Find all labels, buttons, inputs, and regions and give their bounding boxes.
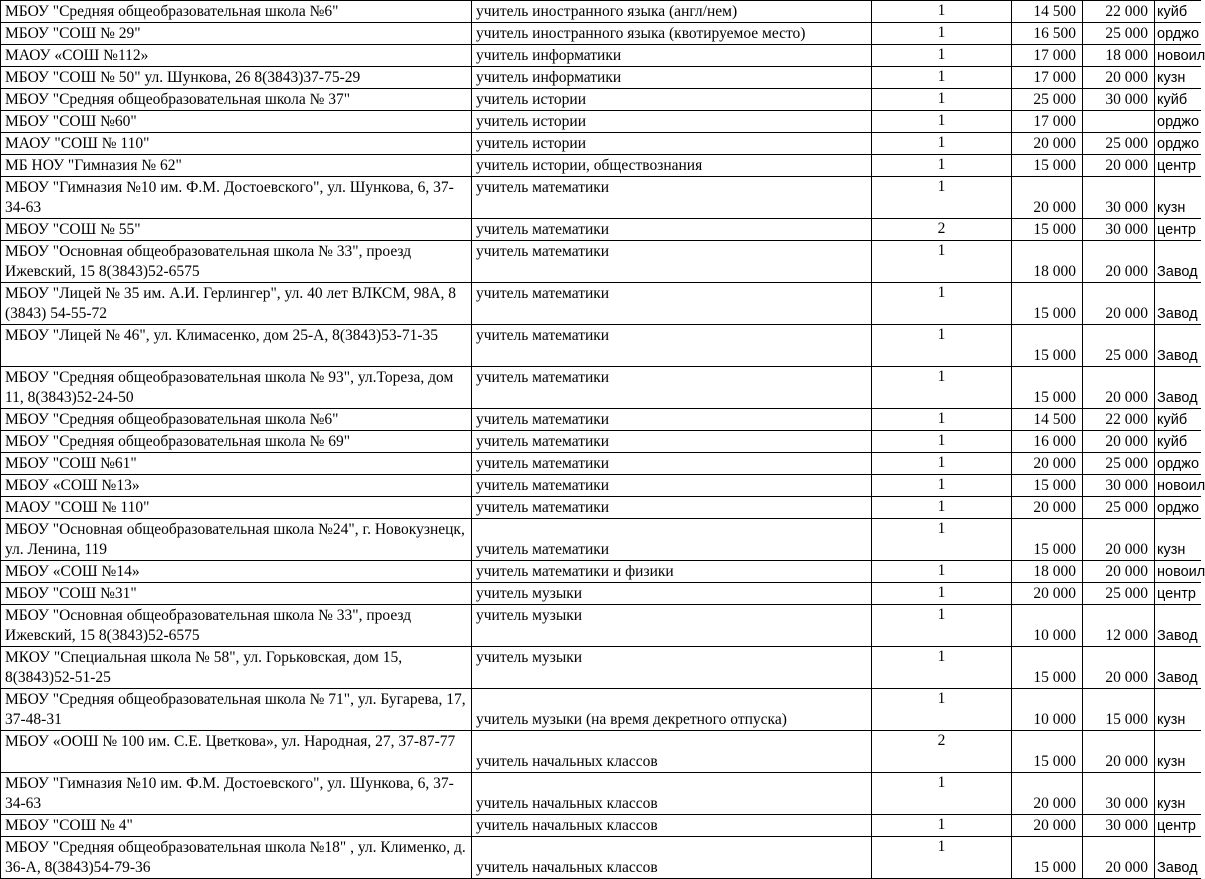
vacancy-count-cell: 1: [872, 241, 1012, 283]
organization-cell: МБОУ "Основная общеобразовательная школа № 33", проезд Ижевский, 15 8(3843)52-6575: [1, 241, 472, 283]
table-row: [1, 367, 1201, 409]
salary-max-cell: 25 000: [1083, 453, 1155, 475]
position-cell: учитель математики: [472, 431, 872, 453]
table-row: [1, 773, 1201, 815]
salary-max-cell: 20 000: [1083, 283, 1155, 325]
salary-max-cell: 30 000: [1083, 475, 1155, 497]
position-cell: учитель математики и физики: [472, 561, 872, 583]
table-row: [1, 583, 1201, 605]
salary-min-cell: 20 000: [1012, 177, 1083, 219]
organization-cell: МБОУ "Средняя общеобразовательная школа №6": [1, 409, 472, 431]
vacancy-count-cell: 1: [872, 67, 1012, 89]
salary-min-cell: 20 000: [1012, 453, 1083, 475]
salary-min-cell: 16 000: [1012, 431, 1083, 453]
position-cell: учитель математики: [472, 325, 872, 367]
salary-min-cell: 18 000: [1012, 561, 1083, 583]
position-cell: учитель математики: [472, 241, 872, 283]
table-row: [1, 45, 1201, 67]
district-cell: орджо: [1155, 133, 1201, 155]
table-row: [1, 155, 1201, 177]
district-cell: новоил: [1155, 475, 1201, 497]
salary-max-cell: 25 000: [1083, 497, 1155, 519]
salary-min-cell: 18 000: [1012, 241, 1083, 283]
vacancy-count-cell: 1: [872, 409, 1012, 431]
vacancy-count-cell: 2: [872, 219, 1012, 241]
salary-min-cell: 17 000: [1012, 67, 1083, 89]
position-cell: учитель истории: [472, 111, 872, 133]
vacancy-count-cell: 1: [872, 431, 1012, 453]
vacancy-count-cell: 1: [872, 773, 1012, 815]
salary-min-cell: 17 000: [1012, 111, 1083, 133]
district-cell: Завод: [1155, 325, 1201, 367]
salary-min-cell: 16 500: [1012, 23, 1083, 45]
table-row: [1, 497, 1201, 519]
vacancy-count-cell: 1: [872, 283, 1012, 325]
vacancy-count-cell: 1: [872, 177, 1012, 219]
district-cell: кузн: [1155, 731, 1201, 773]
organization-cell: МБОУ "СОШ № 29": [1, 23, 472, 45]
salary-max-cell: 15 000: [1083, 689, 1155, 731]
salary-max-cell: 30 000: [1083, 815, 1155, 837]
table-row: [1, 23, 1201, 45]
organization-cell: МБОУ "Средняя общеобразовательная школа № 93", ул.Тореза, дом 11, 8(3843)52-24-50: [1, 367, 472, 409]
table-row: [1, 241, 1201, 283]
organization-cell: МБОУ "Средняя общеобразовательная школа № 69": [1, 431, 472, 453]
district-cell: Завод: [1155, 367, 1201, 409]
table-row: [1, 133, 1201, 155]
table-row: [1, 605, 1201, 647]
salary-min-cell: 15 000: [1012, 219, 1083, 241]
salary-max-cell: 25 000: [1083, 325, 1155, 367]
position-cell: учитель иностранного языка (квотируемое место): [472, 23, 872, 45]
salary-max-cell: 20 000: [1083, 731, 1155, 773]
salary-max-cell: 20 000: [1083, 67, 1155, 89]
organization-cell: МБОУ "Основная общеобразовательная школа №24", г. Новокузнецк, ул. Ленина, 119: [1, 519, 472, 561]
district-cell: кузн: [1155, 177, 1201, 219]
salary-max-cell: 25 000: [1083, 133, 1155, 155]
organization-cell: МБОУ «ООШ № 100 им. С.Е. Цветкова», ул. Народная, 27, 37-87-77: [1, 731, 472, 773]
table-row: [1, 731, 1201, 773]
salary-min-cell: 10 000: [1012, 605, 1083, 647]
organization-cell: МБОУ "Средняя общеобразовательная школа №6": [1, 1, 472, 23]
organization-cell: МБОУ "СОШ №31": [1, 583, 472, 605]
salary-max-cell: 30 000: [1083, 773, 1155, 815]
salary-max-cell: 12 000: [1083, 605, 1155, 647]
district-cell: Завод: [1155, 283, 1201, 325]
table-row: [1, 561, 1201, 583]
table-row: [1, 283, 1201, 325]
table-row: [1, 453, 1201, 475]
salary-min-cell: 15 000: [1012, 155, 1083, 177]
vacancy-count-cell: 1: [872, 837, 1012, 879]
salary-min-cell: 15 000: [1012, 519, 1083, 561]
organization-cell: МБОУ "СОШ №61": [1, 453, 472, 475]
vacancy-count-cell: 1: [872, 133, 1012, 155]
organization-cell: МАОУ "СОШ № 110": [1, 133, 472, 155]
salary-min-cell: 15 000: [1012, 731, 1083, 773]
district-cell: центр: [1155, 219, 1201, 241]
position-cell: учитель музыки (на время декретного отпуска): [472, 689, 872, 731]
position-cell: учитель математики: [472, 409, 872, 431]
position-cell: учитель математики: [472, 519, 872, 561]
organization-cell: МАОУ «СОШ №112»: [1, 45, 472, 67]
salary-max-cell: 20 000: [1083, 519, 1155, 561]
table-row: [1, 519, 1201, 561]
table-row: [1, 89, 1201, 111]
salary-max-cell: 20 000: [1083, 367, 1155, 409]
salary-max-cell: 22 000: [1083, 409, 1155, 431]
position-cell: учитель музыки: [472, 583, 872, 605]
table-row: [1, 67, 1201, 89]
organization-cell: МБОУ "Лицей № 35 им. А.И. Герлингер", ул. 40 лет ВЛКСМ, 98А, 8 (3843) 54-55-72: [1, 283, 472, 325]
position-cell: учитель математики: [472, 453, 872, 475]
table-row: [1, 647, 1201, 689]
salary-min-cell: 14 500: [1012, 409, 1083, 431]
salary-min-cell: 14 500: [1012, 1, 1083, 23]
table-row: [1, 325, 1201, 367]
vacancy-count-cell: 1: [872, 583, 1012, 605]
vacancy-count-cell: 1: [872, 367, 1012, 409]
district-cell: кузн: [1155, 689, 1201, 731]
district-cell: новоил: [1155, 561, 1201, 583]
district-cell: новоил: [1155, 45, 1201, 67]
vacancy-count-cell: 1: [872, 325, 1012, 367]
organization-cell: МБОУ "СОШ № 55": [1, 219, 472, 241]
table-row: [1, 409, 1201, 431]
salary-min-cell: 10 000: [1012, 689, 1083, 731]
vacancy-count-cell: 1: [872, 605, 1012, 647]
district-cell: Завод: [1155, 605, 1201, 647]
salary-min-cell: 15 000: [1012, 647, 1083, 689]
vacancy-count-cell: 1: [872, 45, 1012, 67]
salary-min-cell: 15 000: [1012, 283, 1083, 325]
position-cell: учитель музыки: [472, 605, 872, 647]
salary-max-cell: 30 000: [1083, 89, 1155, 111]
position-cell: учитель начальных классов: [472, 731, 872, 773]
table-row: [1, 815, 1201, 837]
salary-min-cell: 20 000: [1012, 133, 1083, 155]
vacancy-count-cell: 1: [872, 155, 1012, 177]
salary-min-cell: 15 000: [1012, 367, 1083, 409]
position-cell: учитель информатики: [472, 45, 872, 67]
district-cell: кузн: [1155, 67, 1201, 89]
organization-cell: МБОУ «СОШ №13»: [1, 475, 472, 497]
vacancy-count-cell: 2: [872, 731, 1012, 773]
position-cell: учитель информатики: [472, 67, 872, 89]
salary-min-cell: 25 000: [1012, 89, 1083, 111]
salary-min-cell: 15 000: [1012, 475, 1083, 497]
salary-max-cell: [1083, 111, 1155, 133]
district-cell: орджо: [1155, 453, 1201, 475]
district-cell: центр: [1155, 155, 1201, 177]
table-row: [1, 219, 1201, 241]
salary-max-cell: 30 000: [1083, 219, 1155, 241]
organization-cell: МБОУ "СОШ № 50" ул. Шункова, 26 8(3843)37-75-29: [1, 67, 472, 89]
vacancy-count-cell: 1: [872, 89, 1012, 111]
position-cell: учитель начальных классов: [472, 815, 872, 837]
district-cell: куйб: [1155, 89, 1201, 111]
table-row: [1, 177, 1201, 219]
salary-min-cell: 20 000: [1012, 583, 1083, 605]
position-cell: учитель математики: [472, 497, 872, 519]
organization-cell: МБОУ "Средняя общеобразовательная школа № 71", ул. Бугарева, 17, 37-48-31: [1, 689, 472, 731]
vacancy-count-cell: 1: [872, 111, 1012, 133]
salary-min-cell: 17 000: [1012, 45, 1083, 67]
district-cell: Завод: [1155, 647, 1201, 689]
salary-max-cell: 20 000: [1083, 431, 1155, 453]
district-cell: Завод: [1155, 241, 1201, 283]
table-row: [1, 837, 1201, 879]
salary-min-cell: 20 000: [1012, 497, 1083, 519]
organization-cell: МБОУ "СОШ №60": [1, 111, 472, 133]
table-row: [1, 431, 1201, 453]
vacancy-count-cell: 1: [872, 23, 1012, 45]
district-cell: кузн: [1155, 773, 1201, 815]
position-cell: учитель начальных классов: [472, 837, 872, 879]
position-cell: учитель истории: [472, 89, 872, 111]
vacancy-count-cell: 1: [872, 815, 1012, 837]
position-cell: учитель математики: [472, 177, 872, 219]
vacancy-table-body: [1, 1, 1205, 879]
position-cell: учитель истории, обществознания: [472, 155, 872, 177]
position-cell: учитель музыки: [472, 647, 872, 689]
district-cell: кузн: [1155, 519, 1201, 561]
district-cell: орджо: [1155, 111, 1201, 133]
district-cell: куйб: [1155, 431, 1201, 453]
organization-cell: МБОУ "Средняя общеобразовательная школа №18" , ул. Клименко, д. 36-А, 8(3843)54-79-36: [1, 837, 472, 879]
salary-min-cell: 15 000: [1012, 325, 1083, 367]
salary-max-cell: 20 000: [1083, 647, 1155, 689]
vacancy-count-cell: 1: [872, 453, 1012, 475]
vacancy-count-cell: 1: [872, 561, 1012, 583]
position-cell: учитель математики: [472, 283, 872, 325]
district-cell: орджо: [1155, 23, 1201, 45]
organization-cell: МАОУ "СОШ № 110": [1, 497, 472, 519]
position-cell: учитель начальных классов: [472, 773, 872, 815]
position-cell: учитель математики: [472, 475, 872, 497]
district-cell: куйб: [1155, 1, 1201, 23]
salary-max-cell: 25 000: [1083, 23, 1155, 45]
position-cell: учитель иностранного языка (англ/нем): [472, 1, 872, 23]
vacancy-count-cell: 1: [872, 497, 1012, 519]
vacancy-count-cell: 1: [872, 475, 1012, 497]
table-row: [1, 475, 1201, 497]
organization-cell: МКОУ "Специальная школа № 58", ул. Горьковская, дом 15, 8(3843)52-51-25: [1, 647, 472, 689]
salary-min-cell: 15 000: [1012, 837, 1083, 879]
district-cell: Завод: [1155, 837, 1201, 879]
salary-max-cell: 20 000: [1083, 561, 1155, 583]
organization-cell: МБОУ "Основная общеобразовательная школа № 33", проезд Ижевский, 15 8(3843)52-6575: [1, 605, 472, 647]
district-cell: центр: [1155, 815, 1201, 837]
salary-max-cell: 18 000: [1083, 45, 1155, 67]
position-cell: учитель математики: [472, 367, 872, 409]
salary-max-cell: 20 000: [1083, 155, 1155, 177]
organization-cell: МБ НОУ "Гимназия № 62": [1, 155, 472, 177]
organization-cell: МБОУ "Гимназия №10 им. Ф.М. Достоевского", ул. Шункова, 6, 37-34-63: [1, 177, 472, 219]
salary-max-cell: 20 000: [1083, 241, 1155, 283]
salary-min-cell: 20 000: [1012, 815, 1083, 837]
organization-cell: МБОУ "Гимназия №10 им. Ф.М. Достоевского", ул. Шункова, 6, 37-34-63: [1, 773, 472, 815]
vacancy-count-cell: 1: [872, 1, 1012, 23]
position-cell: учитель истории: [472, 133, 872, 155]
table-row: [1, 1, 1201, 23]
vacancy-count-cell: 1: [872, 647, 1012, 689]
vacancy-count-cell: 1: [872, 519, 1012, 561]
salary-max-cell: 20 000: [1083, 837, 1155, 879]
salary-min-cell: 20 000: [1012, 773, 1083, 815]
district-cell: куйб: [1155, 409, 1201, 431]
organization-cell: МБОУ "Средняя общеобразовательная школа № 37": [1, 89, 472, 111]
salary-max-cell: 22 000: [1083, 1, 1155, 23]
vacancy-count-cell: 1: [872, 689, 1012, 731]
position-cell: учитель математики: [472, 219, 872, 241]
district-cell: центр: [1155, 583, 1201, 605]
organization-cell: МБОУ "Лицей № 46", ул. Климасенко, дом 25-А, 8(3843)53-71-35: [1, 325, 472, 367]
salary-max-cell: 30 000: [1083, 177, 1155, 219]
table-row: [1, 111, 1201, 133]
organization-cell: МБОУ "СОШ № 4": [1, 815, 472, 837]
organization-cell: МБОУ «СОШ №14»: [1, 561, 472, 583]
district-cell: орджо: [1155, 497, 1201, 519]
salary-max-cell: 25 000: [1083, 583, 1155, 605]
table-row: [1, 689, 1201, 731]
